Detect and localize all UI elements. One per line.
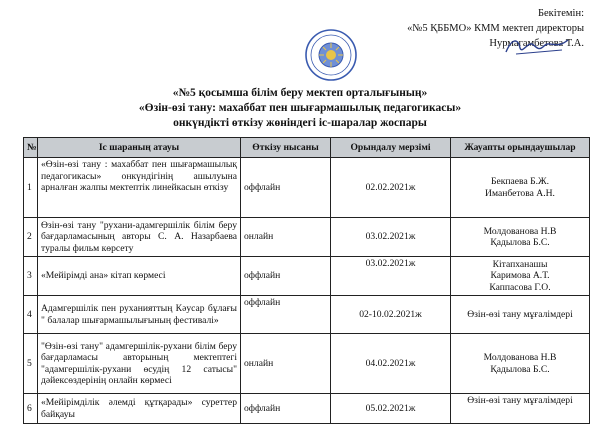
responsible-person: Бекпаева Б.Ж. [490, 176, 550, 187]
row-event: "Өзін-өзі тану" адамгершілік-рухани білім беру бағдарламасы авторының мектептегі "адамгершілік-рухани өсудің 12 сатысы" дәйексөздерінің онлайн көрмесі [38, 334, 241, 394]
row-date: 04.02.2021ж [331, 334, 451, 394]
table-row [24, 296, 590, 334]
row-date: 03.02.2021ж [331, 257, 451, 296]
row-num: 6 [24, 394, 38, 424]
official-seal-emblem [304, 28, 358, 82]
title-line-2: «Өзін-өзі тану: махаббат пен шығармашылық педагогикасы» [138, 102, 462, 114]
row-responsible [451, 394, 590, 424]
row-date: 02-10.02.2021ж [331, 296, 451, 334]
responsible-person: Өзін-өзі тану мұғалімдері [467, 395, 573, 406]
header-date: Орындалу мерзімі [331, 138, 451, 158]
row-responsible [451, 257, 590, 296]
approval-name: Нурмагамбетова Т.А. [489, 38, 584, 49]
row-format: оффлайн [241, 257, 331, 296]
responsible-person: Өзін-өзі тану мұғалімдері [467, 308, 573, 320]
events-plan-table [23, 137, 590, 424]
row-format: оффлайн [241, 394, 331, 424]
table-row [24, 158, 590, 218]
table-row [24, 394, 590, 424]
row-format: оффлайн [241, 158, 331, 218]
table-header-row [24, 138, 590, 158]
row-date: 02.02.2021ж [331, 158, 451, 218]
row-num: 1 [24, 158, 38, 218]
title-line-3: онкүндікті өткізу жөніндегі іс-шаралар жоспары [173, 117, 427, 129]
row-event: Адамгершілік пен руханияттың Кәусар бұлағы " балалар шығармашылығының фестивалі» [38, 296, 241, 334]
row-num: 3 [24, 257, 38, 296]
responsible-person: Молдованова Н.В [483, 225, 557, 237]
row-date: 05.02.2021ж [331, 394, 451, 424]
row-event: «Өзін-өзі тану : махаббат пен шығармашылық педагогикасы» онкүндігінің ашылуына арналған жалпы мектептік линейкасын өткізу [38, 158, 241, 218]
responsible-person: Қадылова Б.С. [490, 237, 550, 248]
row-event: «Мейірімді ана» кітап көрмесі [38, 257, 241, 296]
responsible-person: Кітапханашы [492, 258, 548, 270]
header-num: № [24, 138, 38, 158]
responsible-person: Молдованова Н.В [483, 352, 557, 363]
row-event: Өзін-өзі тану "рухани-адамгершілік білім беру бағдарламасының авторы С. А. Назарбаева туралы фильм көрсету [38, 218, 241, 257]
row-event: «Мейірімділік әлемді құтқарады» суреттер байқауы [38, 394, 241, 424]
row-format: оффлайн [241, 296, 331, 334]
header-responsible: Жауапты орындаушылар [451, 138, 590, 158]
table-row [24, 218, 590, 257]
row-responsible [451, 218, 590, 257]
document-title [0, 86, 600, 131]
row-responsible [451, 158, 590, 218]
row-format: онлайн [241, 334, 331, 394]
responsible-person: Каримова А.Т. [490, 270, 550, 282]
row-responsible [451, 296, 590, 334]
row-num: 4 [24, 296, 38, 334]
approval-label: Бекітемін: [537, 8, 584, 19]
responsible-person: Каппасова Г.О. [489, 281, 551, 293]
header-format: Өткізу нысаны [241, 138, 331, 158]
responsible-person: Иманбетова А.Н. [485, 187, 555, 199]
row-responsible [451, 334, 590, 394]
row-num: 5 [24, 334, 38, 394]
row-date: 03.02.2021ж [331, 218, 451, 257]
approval-position: «№5 ҚББМО» КММ мектеп директоры [407, 23, 584, 34]
table-row [24, 334, 590, 394]
signature-image [502, 34, 572, 58]
title-line-1: «№5 қосымша білім беру мектеп орталығының» [172, 87, 428, 99]
table-row [24, 257, 590, 296]
header-event: Іс шараның атауы [38, 138, 241, 158]
responsible-person: Қадылова Б.С. [490, 363, 550, 375]
row-format: онлайн [241, 218, 331, 257]
row-num: 2 [24, 218, 38, 257]
